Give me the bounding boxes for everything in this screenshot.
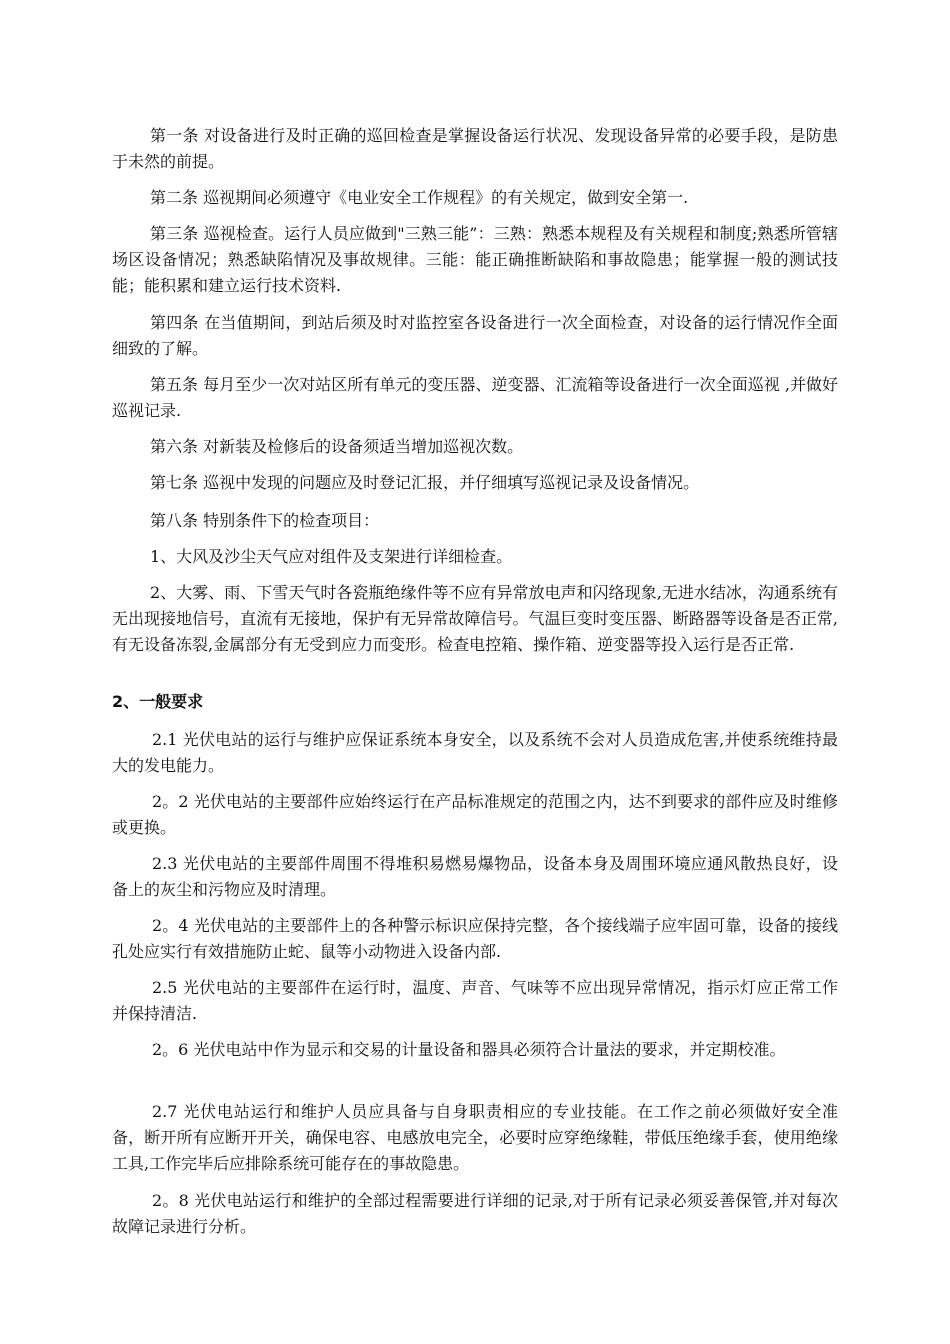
article-3: 第三条 巡视检查。运行人员应做到"三熟三能”：三熟：熟悉本规程及有关规程和制度;熟悉所管辖场区设备情况；熟悉缺陷情况及事故规律。三能：能正确推断缺陷和事故隐患；能掌握一般的测试技能；能积累和建立运行技术资料.	[112, 224, 838, 295]
article-8: 第八条 特别条件下的检查项目：	[150, 511, 380, 530]
article-7: 第七条 巡视中发现的问题应及时登记汇报，并仔细填写巡视记录及设备情况。	[150, 473, 700, 492]
requirement-2-7: 2.7 光伏电站运行和维护人员应具备与自身职责相应的专业技能。在工作之前必须做好安全准备，断开所有应断开开关，确保电容、电感放电完全，必要时应穿绝缘鞋，带低压绝缘手套，使用绝缘工具,工作完毕后应排除系统可能存在的事故隐患。	[112, 1102, 838, 1173]
requirement-2-6: 2。6 光伏电站中作为显示和交易的计量设备和器具必须符合计量法的要求，并定期校准。	[152, 1040, 786, 1059]
article-5: 第五条 每月至少一次对站区所有单元的变压器、逆变器、汇流箱等设备进行一次全面巡视 ,并做好巡视记录.	[112, 375, 838, 420]
requirement-2-1: 2.1 光伏电站的运行与维护应保证系统本身安全，以及系统不会对人员造成危害,并使系统维持最大的发电能力。	[112, 730, 838, 775]
article-6: 第六条 对新装及检修后的设备须适当增加巡视次数。	[150, 437, 524, 456]
requirement-2-3: 2.3 光伏电站的主要部件周围不得堆积易燃易爆物品，设备本身及周围环境应通风散热良好，设备上的灰尘和污物应及时清理。	[112, 854, 838, 899]
requirement-2-4: 2。4 光伏电站的主要部件上的各种警示标识应保持完整，各个接线端子应牢固可靠，设备的接线孔处应实行有效措施防止蛇、鼠等小动物进入设备内部.	[112, 916, 838, 961]
requirement-2-8: 2。8 光伏电站运行和维护的全部过程需要进行详细的记录,对于所有记录必须妥善保管,并对每次故障记录进行分析。	[112, 1191, 838, 1236]
article-1: 第一条 对设备进行及时正确的巡回检查是掌握设备运行状况、发现设备异常的必要手段，是防患于未然的前提。	[112, 126, 838, 171]
special-item-1: 1、大风及沙尘天气应对组件及支架进行详细检查。	[150, 547, 513, 566]
article-4: 第四条 在当值期间，到站后须及时对监控室各设备进行一次全面检查，对设备的运行情况作全面细致的了解。	[112, 313, 838, 358]
section-heading: 2、一般要求	[112, 692, 204, 711]
special-item-2: 2、大雾、雨、下雪天气时各瓷瓶绝缘件等不应有异常放电声和闪络现象,无进水结冰，沟通系统有无出现接地信号，直流有无接地，保护有无异常故障信号。气温巨变时变压器、断路器等设备是否正常,有无设备冻裂,金属部分有无受到应力而变形。检查电控箱、操作箱、逆变器等投入运行是否正常.	[112, 583, 838, 654]
requirement-2-2: 2。2 光伏电站的主要部件应始终运行在产品标准规定的范围之内，达不到要求的部件应及时维修或更换。	[112, 792, 838, 837]
requirement-2-5: 2.5 光伏电站的主要部件在运行时，温度、声音、气味等不应出现异常情况，指示灯应正常工作并保持清洁.	[112, 978, 838, 1023]
article-2: 第二条 巡视期间必须遵守《电业安全工作规程》的有关规定，做到安全第一.	[150, 188, 689, 207]
